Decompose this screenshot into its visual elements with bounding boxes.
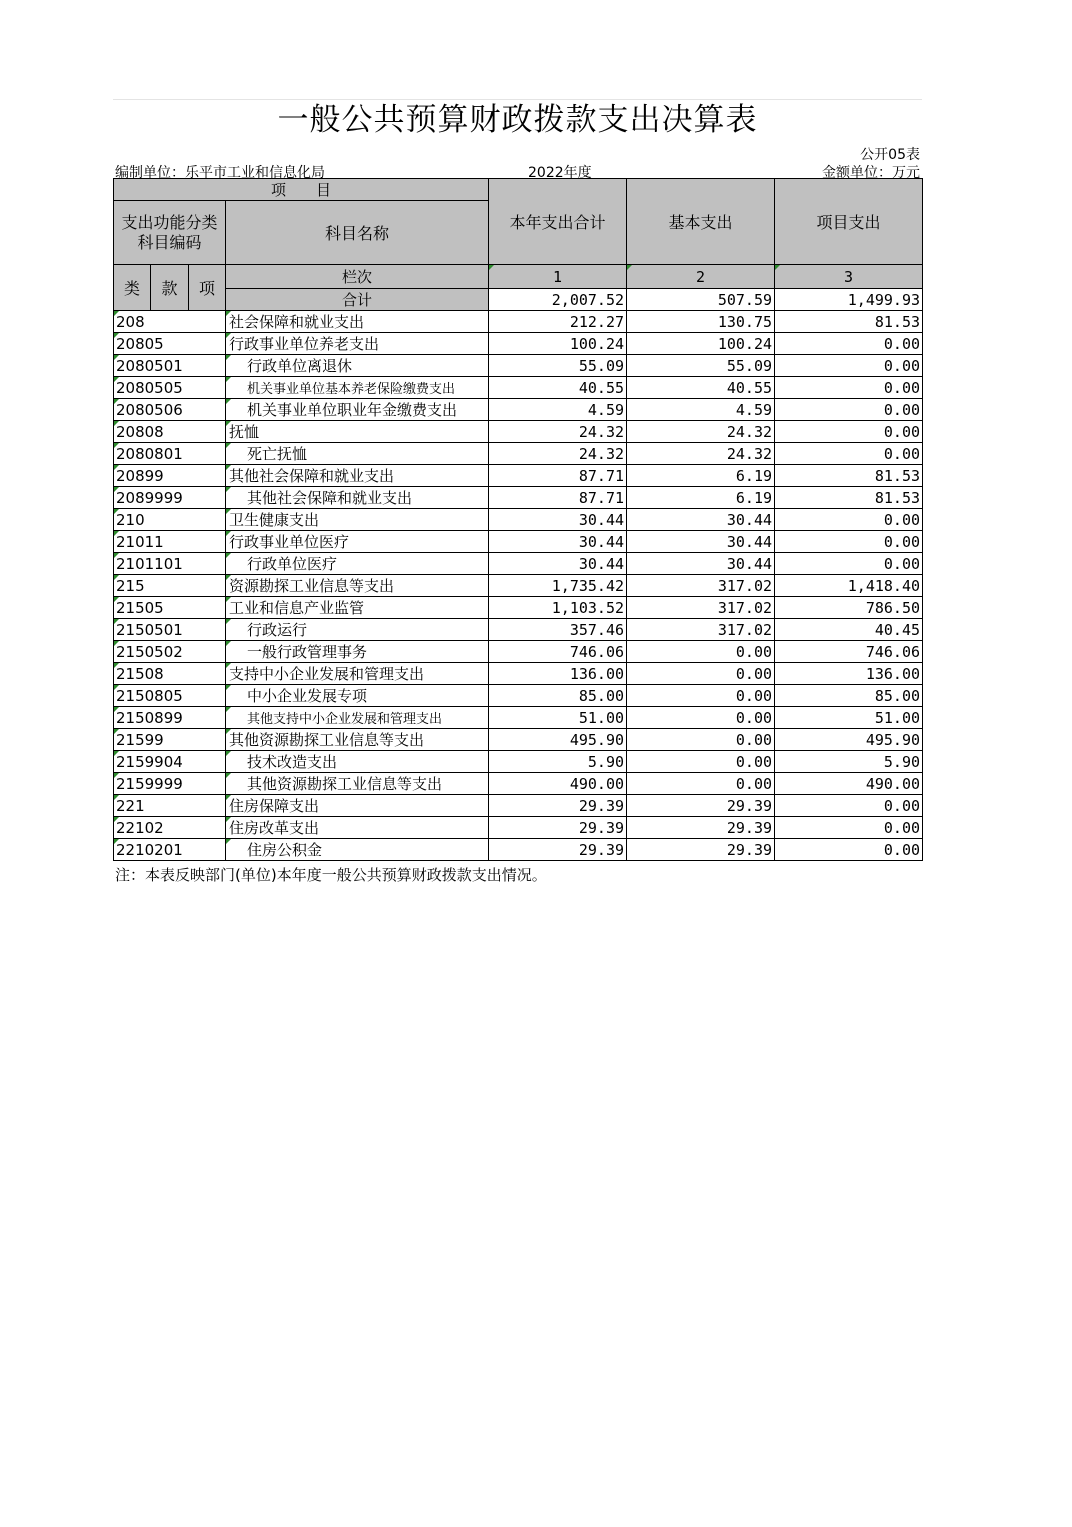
- row-basic: 6.19: [627, 465, 775, 487]
- row-code: 2150805: [114, 685, 226, 707]
- row-name: 行政运行: [226, 619, 489, 641]
- header-total: 本年支出合计: [489, 179, 627, 265]
- row-total: 40.55: [489, 377, 627, 399]
- header-basic: 基本支出: [627, 179, 775, 265]
- row-code: 2080506: [114, 399, 226, 421]
- sum-basic: 507.59: [627, 289, 775, 311]
- table-row: [114, 421, 923, 443]
- table-row: [114, 553, 923, 575]
- table-row: [114, 465, 923, 487]
- row-total: 29.39: [489, 839, 627, 861]
- row-total: 29.39: [489, 817, 627, 839]
- row-basic: 29.39: [627, 795, 775, 817]
- row-project: 0.00: [775, 443, 923, 465]
- row-total: 5.90: [489, 751, 627, 773]
- row-code: 22102: [114, 817, 226, 839]
- table-row: [114, 817, 923, 839]
- table-row: [114, 575, 923, 597]
- row-code: 208: [114, 311, 226, 333]
- header-item: 项 目: [114, 179, 489, 201]
- row-project: 0.00: [775, 553, 923, 575]
- sum-label: 合计: [226, 289, 489, 311]
- row-basic: 24.32: [627, 443, 775, 465]
- row-basic: 40.55: [627, 377, 775, 399]
- table-row: [114, 773, 923, 795]
- row-name: 其他资源勘探工业信息等支出: [226, 773, 489, 795]
- table-row: [114, 839, 923, 861]
- row-code: 21508: [114, 663, 226, 685]
- row-total: 490.00: [489, 773, 627, 795]
- row-total: 100.24: [489, 333, 627, 355]
- row-total: 30.44: [489, 531, 627, 553]
- row-total: 55.09: [489, 355, 627, 377]
- row-total: 136.00: [489, 663, 627, 685]
- row-name: 支持中小企业发展和管理支出: [226, 663, 489, 685]
- row-basic: 6.19: [627, 487, 775, 509]
- row-name: 其他资源勘探工业信息等支出: [226, 729, 489, 751]
- row-project: 0.00: [775, 817, 923, 839]
- header-col-order: 栏次: [226, 265, 489, 289]
- row-project: 0.00: [775, 531, 923, 553]
- row-basic: 29.39: [627, 817, 775, 839]
- row-project: 85.00: [775, 685, 923, 707]
- row-project: 0.00: [775, 795, 923, 817]
- row-project: 81.53: [775, 487, 923, 509]
- table-row: [114, 663, 923, 685]
- row-total: 4.59: [489, 399, 627, 421]
- row-total: 1,735.42: [489, 575, 627, 597]
- row-basic: 0.00: [627, 729, 775, 751]
- row-total: 212.27: [489, 311, 627, 333]
- table-row: [114, 509, 923, 531]
- row-code: 215: [114, 575, 226, 597]
- table-row: [114, 311, 923, 333]
- row-total: 30.44: [489, 509, 627, 531]
- row-code: 2150502: [114, 641, 226, 663]
- budget-sheet: [113, 99, 922, 884]
- row-name: 社会保障和就业支出: [226, 311, 489, 333]
- row-project: 81.53: [775, 465, 923, 487]
- row-total: 24.32: [489, 443, 627, 465]
- row-basic: 55.09: [627, 355, 775, 377]
- table-row: [114, 443, 923, 465]
- expenditure-table: [113, 178, 923, 861]
- header-n1: 1: [489, 265, 627, 289]
- row-basic: 30.44: [627, 553, 775, 575]
- row-total: 495.90: [489, 729, 627, 751]
- table-row: [114, 597, 923, 619]
- row-code: 210: [114, 509, 226, 531]
- row-basic: 30.44: [627, 531, 775, 553]
- row-name: 行政单位医疗: [226, 553, 489, 575]
- table-row: [114, 685, 923, 707]
- table-row: [114, 355, 923, 377]
- row-basic: 0.00: [627, 641, 775, 663]
- row-code: 21599: [114, 729, 226, 751]
- row-code: 2210201: [114, 839, 226, 861]
- row-name: 住房保障支出: [226, 795, 489, 817]
- row-project: 136.00: [775, 663, 923, 685]
- row-name: 机关事业单位基本养老保险缴费支出: [226, 377, 489, 399]
- row-name: 其他社会保障和就业支出: [226, 487, 489, 509]
- table-row: [114, 487, 923, 509]
- fiscal-year: 2022年度: [528, 165, 592, 181]
- row-basic: 30.44: [627, 509, 775, 531]
- row-project: 0.00: [775, 355, 923, 377]
- header-kuan: 款: [151, 265, 189, 311]
- row-project: 0.00: [775, 509, 923, 531]
- row-name: 行政单位离退休: [226, 355, 489, 377]
- header-project: 项目支出: [775, 179, 923, 265]
- row-basic: 0.00: [627, 663, 775, 685]
- row-basic: 29.39: [627, 839, 775, 861]
- row-total: 24.32: [489, 421, 627, 443]
- table-row: [114, 399, 923, 421]
- row-total: 85.00: [489, 685, 627, 707]
- row-code: 2089999: [114, 487, 226, 509]
- row-code: 2080505: [114, 377, 226, 399]
- row-code: 21505: [114, 597, 226, 619]
- row-project: 0.00: [775, 421, 923, 443]
- table-row: [114, 531, 923, 553]
- header-n2: 2: [627, 265, 775, 289]
- row-name: 卫生健康支出: [226, 509, 489, 531]
- header-func-class: 支出功能分类 科目编码: [114, 201, 226, 265]
- row-name: 机关事业单位职业年金缴费支出: [226, 399, 489, 421]
- row-project: 490.00: [775, 773, 923, 795]
- row-project: 81.53: [775, 311, 923, 333]
- header-lei: 类: [114, 265, 151, 311]
- row-project: 1,418.40: [775, 575, 923, 597]
- table-row: [114, 795, 923, 817]
- row-basic: 317.02: [627, 597, 775, 619]
- row-total: 87.71: [489, 487, 627, 509]
- row-project: 51.00: [775, 707, 923, 729]
- row-code: 2150899: [114, 707, 226, 729]
- row-project: 0.00: [775, 399, 923, 421]
- row-name: 资源勘探工业信息等支出: [226, 575, 489, 597]
- row-basic: 100.24: [627, 333, 775, 355]
- row-code: 20805: [114, 333, 226, 355]
- row-name: 住房改革支出: [226, 817, 489, 839]
- row-name: 其他支持中小企业发展和管理支出: [226, 707, 489, 729]
- row-basic: 0.00: [627, 707, 775, 729]
- row-code: 2080801: [114, 443, 226, 465]
- row-basic: 317.02: [627, 619, 775, 641]
- row-name: 死亡抚恤: [226, 443, 489, 465]
- table-code: 公开05表: [860, 147, 920, 163]
- table-row: [114, 707, 923, 729]
- row-code: 2080501: [114, 355, 226, 377]
- row-code: 2101101: [114, 553, 226, 575]
- row-name: 一般行政管理事务: [226, 641, 489, 663]
- row-basic: 0.00: [627, 773, 775, 795]
- sum-total: 2,007.52: [489, 289, 627, 311]
- page-title: 一般公共预算财政拨款支出决算表: [113, 99, 922, 140]
- row-total: 29.39: [489, 795, 627, 817]
- row-code: 20899: [114, 465, 226, 487]
- table-row: [114, 751, 923, 773]
- compiling-unit: 编制单位：乐平市工业和信息化局: [115, 165, 325, 181]
- table-row: [114, 641, 923, 663]
- row-code: 2159999: [114, 773, 226, 795]
- row-project: 786.50: [775, 597, 923, 619]
- footnote: 注：本表反映部门(单位)本年度一般公共预算财政拨款支出情况。: [115, 866, 547, 884]
- header-n3: 3: [775, 265, 923, 289]
- row-code: 2159904: [114, 751, 226, 773]
- row-name: 技术改造支出: [226, 751, 489, 773]
- row-total: 87.71: [489, 465, 627, 487]
- row-name: 工业和信息产业监管: [226, 597, 489, 619]
- row-project: 0.00: [775, 377, 923, 399]
- row-name: 其他社会保障和就业支出: [226, 465, 489, 487]
- row-code: 2150501: [114, 619, 226, 641]
- row-name: 行政事业单位医疗: [226, 531, 489, 553]
- row-basic: 130.75: [627, 311, 775, 333]
- row-total: 30.44: [489, 553, 627, 575]
- row-basic: 4.59: [627, 399, 775, 421]
- row-name: 中小企业发展专项: [226, 685, 489, 707]
- row-code: 221: [114, 795, 226, 817]
- header-subject-name: 科目名称: [226, 201, 489, 265]
- row-total: 51.00: [489, 707, 627, 729]
- row-basic: 317.02: [627, 575, 775, 597]
- sum-project: 1,499.93: [775, 289, 923, 311]
- row-total: 357.46: [489, 619, 627, 641]
- row-code: 21011: [114, 531, 226, 553]
- row-basic: 24.32: [627, 421, 775, 443]
- row-name: 行政事业单位养老支出: [226, 333, 489, 355]
- row-project: 5.90: [775, 751, 923, 773]
- table-row: [114, 729, 923, 751]
- row-basic: 0.00: [627, 685, 775, 707]
- sheet-meta: [113, 140, 922, 181]
- row-basic: 0.00: [627, 751, 775, 773]
- row-name: 住房公积金: [226, 839, 489, 861]
- row-total: 1,103.52: [489, 597, 627, 619]
- row-project: 746.06: [775, 641, 923, 663]
- table-row: [114, 333, 923, 355]
- row-project: 495.90: [775, 729, 923, 751]
- table-row: [114, 377, 923, 399]
- row-project: 0.00: [775, 839, 923, 861]
- row-name: 抚恤: [226, 421, 489, 443]
- header-xiang: 项: [189, 265, 226, 311]
- table-row: [114, 619, 923, 641]
- row-total: 746.06: [489, 641, 627, 663]
- row-project: 40.45: [775, 619, 923, 641]
- row-project: 0.00: [775, 333, 923, 355]
- money-unit: 金额单位：万元: [822, 165, 920, 181]
- row-code: 20808: [114, 421, 226, 443]
